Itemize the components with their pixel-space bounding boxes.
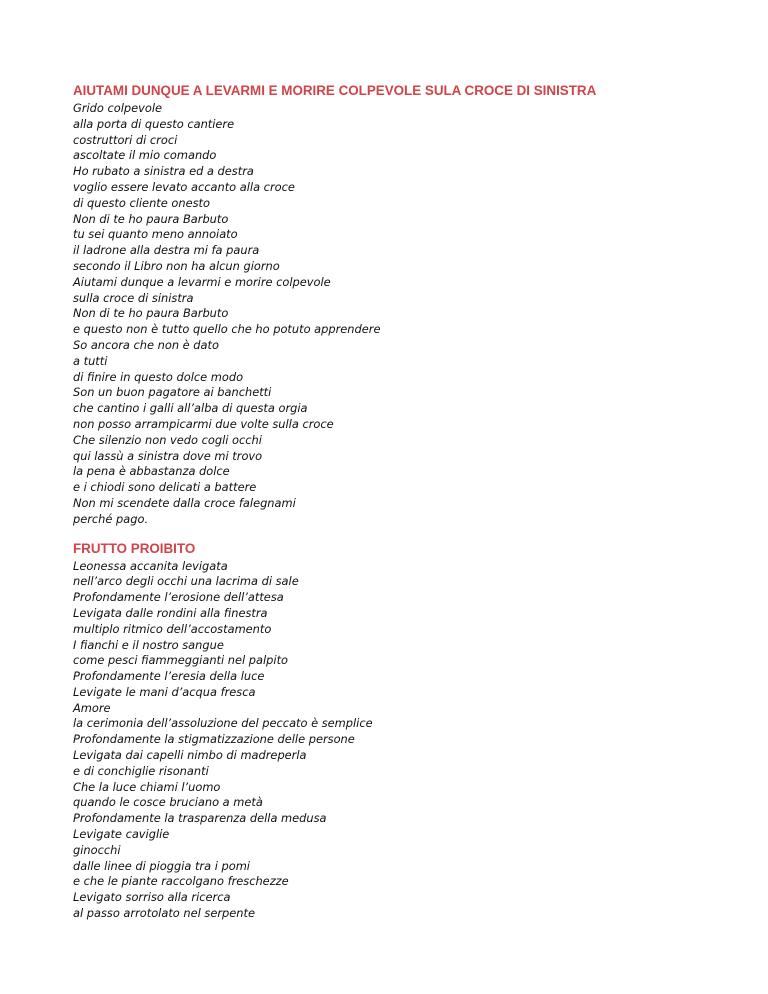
verse-line: dalle linee di pioggia tra i pomi	[73, 858, 250, 873]
poem-1-verses	[73, 101, 733, 528]
verse-line: e che le piante raccolgano freschezze	[73, 874, 289, 889]
verse-line: Levigate le mani d’acqua fresca	[73, 684, 256, 699]
verse-line: Che la luce chiami l’uomo	[73, 779, 221, 794]
verse-line: Leonessa accanita levigata	[73, 558, 228, 573]
verse-line: quando le cosce bruciano a metà	[73, 795, 263, 810]
verse-line: di finire in questo dolce modo	[73, 369, 244, 384]
verse-line: Ho rubato a sinistra ed a destra	[73, 164, 254, 179]
poem-1	[73, 83, 733, 528]
verse-line: Grido colpevole	[73, 101, 163, 115]
poem-1-title: AIUTAMI DUNQUE A LEVARMI E MORIRE COLPEVOLE SULA CROCE DI SINISTRA	[73, 83, 597, 98]
verse-line: Levigate caviglie	[73, 827, 170, 842]
verse-line: Levigata dai capelli nimbo di madreperla	[73, 748, 307, 763]
verse-line: Levigata dalle rondini alla finestra	[73, 605, 268, 620]
poem-2-verses	[73, 559, 733, 922]
verse-line: Son un buon pagatore ai banchetti	[73, 385, 272, 400]
verse-line: secondo il Libro non ha alcun giorno	[73, 258, 280, 273]
verse-line: I fianchi e il nostro sangue	[73, 637, 224, 652]
verse-line: perché pago.	[73, 511, 149, 526]
verse-line: Profondamente l’eresia della luce	[73, 669, 265, 684]
verse-line: Profondamente la stigmatizzazione delle persone	[73, 732, 355, 747]
verse-line: So ancora che non è dato	[73, 337, 219, 352]
verse-line: Aiutami dunque a levarmi e morire colpevole	[73, 274, 331, 289]
verse-line: come pesci fiammeggianti nel palpito	[73, 653, 289, 668]
verse-line: al passo arrotolato nel serpente	[73, 906, 255, 921]
verse-line: Levigato sorriso alla ricerca	[73, 890, 231, 905]
verse-line: Profondamente la trasparenza della medusa	[73, 811, 327, 826]
verse-line: e di conchiglie risonanti	[73, 763, 209, 778]
verse-line: Non di te ho paura Barbuto	[73, 306, 229, 321]
verse-line: costruttori di croci	[73, 132, 178, 147]
verse-line: il ladrone alla destra mi fa paura	[73, 243, 260, 258]
verse-line: non posso arrampicarmi due volte sulla croce	[73, 416, 334, 431]
verse-line: Non mi scendete dalla croce falegnami	[73, 495, 296, 510]
verse-line: Che silenzio non vedo cogli occhi	[73, 432, 262, 447]
verse-line: Profondamente l’erosione dell’attesa	[73, 590, 284, 605]
verse-line: e i chiodi sono delicati a battere	[73, 480, 257, 495]
verse-line: la cerimonia dell’assoluzione del peccato è semplice	[73, 716, 373, 731]
verse-line: a tutti	[73, 353, 108, 368]
verse-line: Amore	[73, 700, 111, 715]
verse-line: la pena è abbastanza dolce	[73, 464, 230, 479]
verse-line: e questo non è tutto quello che ho potuto apprendere	[73, 322, 381, 337]
verse-line: Non di te ho paura Barbuto	[73, 211, 229, 226]
verse-line: voglio essere levato accanto alla croce	[73, 179, 295, 194]
verse-line: qui lassù a sinistra dove mi trovo	[73, 448, 263, 463]
poem-2	[73, 541, 733, 922]
verse-line: di questo cliente onesto	[73, 195, 210, 210]
verse-line: tu sei quanto meno annoiato	[73, 227, 238, 242]
verse-line: alla porta di questo cantiere	[73, 116, 235, 131]
verse-line: ascoltate il mio comando	[73, 148, 217, 163]
verse-line: multiplo ritmico dell’accostamento	[73, 621, 272, 636]
verse-line: nell’arco degli occhi una lacrima di sale	[73, 574, 299, 589]
verse-line: che cantino i galli all’alba di questa orgia	[73, 401, 308, 416]
document-page	[73, 83, 733, 922]
verse-line: sulla croce di sinistra	[73, 290, 194, 305]
verse-line: ginocchi	[73, 842, 121, 857]
poem-2-title: FRUTTO PROIBITO	[73, 540, 196, 556]
